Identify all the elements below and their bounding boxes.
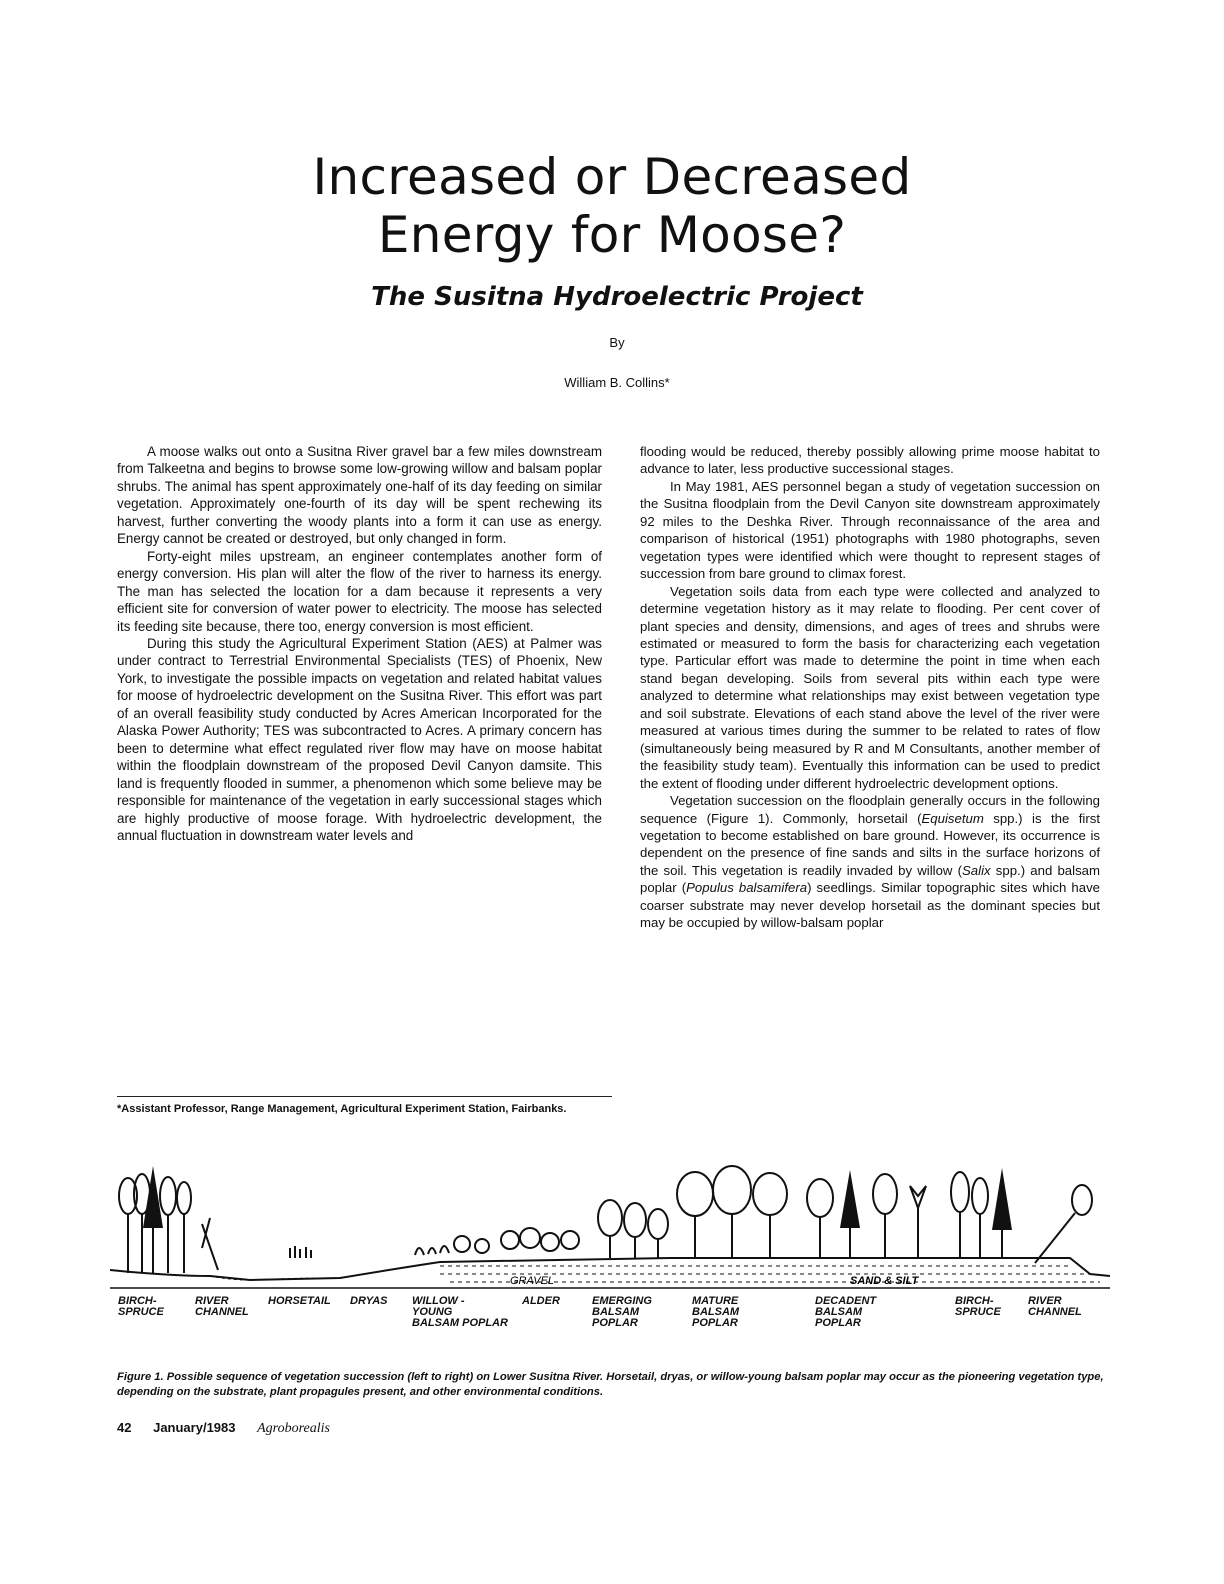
page-number: 42 [117, 1420, 132, 1435]
stage-label: MATURE BALSAM POPLAR [692, 1295, 740, 1329]
paragraph: During this study the Agricultural Experiment Station (AES) at Palmer was under contract to Terrestrial Environmental Specialists (TES) of Phoenix, New York, to investigate the possible impacts on vegetation and related habitat values for moose of hydroelectric development on the Susitna River. This effort was part of an overall feasibility study conducted by Acres American Incorporated for the Alaska Power Authority; TES was subcontracted to Acres. A primary concern has been to determine what effect regulated river flow may have on moose habitat within the floodplain downstream of the proposed Devil Canyon damsite. This land is frequently flooded in summer, a phenomenon which some believe may be responsible for maintenance of the vegetation in early successional stages which are highly productive of moose forage. With hydroelectric development, the annual fluctuation in downstream water levels and [117, 635, 602, 843]
title-line-1: Increased or Decreased [312, 148, 912, 206]
author-name: William B. Collins* [564, 375, 670, 390]
sand-silt-label: SAND & SILT [850, 1275, 919, 1287]
by-label: By [609, 335, 625, 350]
title-line-2: Energy for Moose? [377, 206, 847, 264]
paragraph: Forty-eight miles upstream, an engineer contemplates another form of energy conversion. His plan will alter the flow of the river to harness its energy. The man has selected the location for a dam because it represents a very efficient site for conversion of water power to electricity. The moose has selected its feeding site because, there too, energy conversion is most efficient. [117, 548, 602, 634]
stage-label: HORSETAIL [268, 1295, 331, 1307]
paragraph: A moose walks out onto a Susitna River gravel bar a few miles downstream from Talkeetna and begins to browse some low-growing willow and balsam poplar shrubs. The animal has spent approximately one-half of its day feeding on similar vegetation. Approximately one-fourth of its day will be spent rechewing its harvest, further converting the woody plants into a form it can use as energy. Energy cannot be created or destroyed, but only changed in form. [117, 444, 602, 547]
paragraph: In May 1981, AES personnel began a study of vegetation succession on the Susitna floodplain from the Devil Canyon site downstream approximately 92 miles to the Deshka River. Through reconnaissance of the area and comparison of historical (1951) photographs with 1980 photographs, seven vegetation types were identified which were thought to represent stages of succession from bare ground to climax forest. [640, 478, 1100, 582]
paragraph-succession: Vegetation succession on the floodplain generally occurs in the following sequence (Figure 1). Commonly, horsetail (Equisetum spp.) is the first vegetation to become established on bare ground. However, its occurrence is dependent on the presence of fine sands and silts in the surface horizons of the soil. This vegetation is readily invaded by willow (Salix spp.) and balsam poplar (Populus balsamifera) seedlings. Similar topographic sites which have coarser substrate may never develop horsetail as the dominant species but may be occupied by willow-balsam poplar [640, 793, 1100, 931]
paragraph-continued: flooding would be reduced, thereby possibly allowing prime moose habitat to advance to later, less productive successional stages. [640, 444, 1100, 477]
article-subtitle: The Susitna Hydroelectric Project [371, 282, 863, 312]
stage-label: EMERGING BALSAM POPLAR [592, 1295, 652, 1329]
stage-label: DRYAS [350, 1295, 388, 1307]
species-name: Populus balsamifera [686, 880, 808, 896]
stage-labels [118, 1295, 1082, 1329]
species-name: Salix [962, 862, 991, 878]
figure-caption: Figure 1. Possible sequence of vegetation succession (left to right) on Lower Susitna River. Horsetail, dryas, or willow-young balsam poplar may occur as the pioneering vegetation type, depending on the substrate, plant propagules present, and other environmental conditions. [117, 1371, 1104, 1398]
vegetation-drawing [119, 1166, 1092, 1273]
stage-label: RIVER CHANNEL [1028, 1295, 1082, 1318]
stage-label: RIVER CHANNEL [195, 1295, 249, 1318]
article-title [0, 148, 1224, 264]
left-column [117, 443, 602, 844]
species-name: Equisetum [921, 810, 984, 826]
footnote-rule [117, 1096, 612, 1097]
stage-label: DECADENT BALSAM POPLAR [815, 1295, 877, 1329]
issue-date: January/1983 [153, 1420, 236, 1435]
journal-name: Agroborealis [257, 1421, 330, 1436]
footnote: *Assistant Professor, Range Management, Agricultural Experiment Station, Fairbanks. [117, 1103, 567, 1115]
gravel-label: GRAVEL [510, 1275, 555, 1287]
paragraph: Vegetation soils data from each type were collected and analyzed to determine vegetation history as it may relate to flooding. Per cent cover of plant species and density, dimensions, and ages of trees and shrubs were estimated or measured to form the basis for characterizing each vegetation type. Particular effort was made to determine the point in time when each stand began developing. Soils from several pits within each type were analyzed to determine what relationships may exist between vegetation type and soil substrate. Elevations of each stand above the level of the river were measured at various times during the summer to be related to rates of flow (simultaneously being measured by R and M Consultants, another member of the feasibility study team). Eventually this information can be used to predict the extent of flooding under different hydroelectric development options. [640, 583, 1100, 791]
page-footer [117, 1420, 348, 1437]
stage-label: BIRCH-SPRUCE [118, 1295, 164, 1318]
ground-profile [110, 1258, 1110, 1288]
right-column [640, 443, 1100, 932]
stage-label: WILLOW -YOUNG BALSAM POPLAR [412, 1295, 508, 1329]
stage-label: ALDER [522, 1295, 560, 1307]
stage-label: BIRCH-SPRUCE [955, 1295, 1001, 1318]
succession-figure [110, 1158, 1110, 1358]
